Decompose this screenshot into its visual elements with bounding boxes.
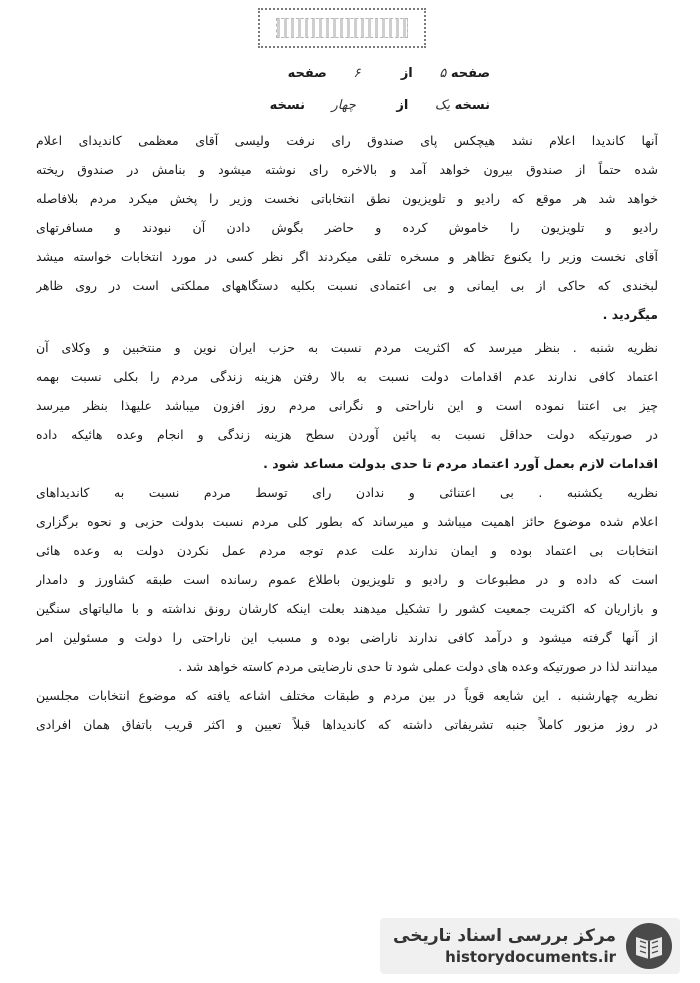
text-line: اقدامات لازم بعمل آورد اعتماد مردم تا حدی بدولت مساعد شود . <box>263 456 658 471</box>
watermark-logo <box>380 918 680 974</box>
text-line: آقای نخست وزیر را یکنوع تظاهر و مسخره تلقی میکردند اگر نظر کسی در مورد انتخابات خواسته میشد <box>36 249 658 264</box>
page-word-2: صفحه <box>287 66 327 81</box>
text-line: است که داده و در مطبوعات و رادیو و تلویزیون باطلاع عموم رسانده است طبقه کشاورز و دامدار <box>36 572 658 587</box>
text-line: میگردید . <box>602 307 658 322</box>
copy-word-2: نسخه <box>269 98 305 113</box>
watermark-text <box>393 925 616 967</box>
text-line: در روز مزبور کاملاً جنبه تشریفاتی داشته که کاندیداها قبلاً تعیین و اکثر قریب باتفاق همان افرادی <box>36 717 658 732</box>
classification-stamp <box>258 8 426 48</box>
watermark-persian: مرکز بررسی اسناد تاریخی <box>393 926 616 946</box>
paragraph-sunday <box>36 478 658 681</box>
text-line: میدانند لذا در صورتیکه وعده های دولت عملی شود تا حدی نارضایتی مردم کاسته خواهد شد . <box>178 659 658 674</box>
page-number: ۵ <box>439 66 447 81</box>
paragraph-saturday <box>36 333 658 478</box>
paragraph-intro <box>36 126 658 329</box>
text-line: رادیو و تلویزیون را خاموش کرده و حاضر بگوش دادن آن نبودند و مسافرتهای <box>36 220 658 235</box>
of-word: از <box>400 66 413 81</box>
book-emblem-icon <box>624 921 674 971</box>
page-number-line <box>288 66 490 81</box>
copy-number-line <box>270 98 490 113</box>
text-line: نظریه شنبه . بنظر میرسد که اکثریت مردم نسبت به حزب ایران نوین و منتخبین و وکلای آن <box>36 340 658 355</box>
copy-total: چهار <box>331 98 356 113</box>
text-line: خواهد شد هر موقع که رادیو و تلویزیون نطق انتخاباتی نخست وزیر را پخش میکرد مردم بلافاصله <box>36 191 658 206</box>
text-line: نظریه یکشنبه . بی اعتنائی و ندادن رای توسط مردم نسبت به کاندیداهای <box>36 485 658 500</box>
paragraph-wednesday <box>36 681 658 739</box>
report-body <box>36 126 658 739</box>
text-line: از آنها گرفته میشود و درآمد کافی ندارند ناراضی بوده و مسبب این ناراحتی را دولت و مسئولین امر <box>36 630 658 645</box>
text-line: اعلام شده موضوع حائز اهمیت میباشد و میرساند که بطور کلی مردم نسبت بدولت حزبی و نحوه برگزاری <box>36 514 658 529</box>
copy-word: نسخه <box>454 98 490 113</box>
text-line: و بازاریان که اکثریت جمعیت کشور را تشکیل میدهند بعلت اینکه کارشان رونق نداشته و با مالیاتهای سنگین <box>36 601 658 616</box>
page-word: صفحه <box>450 66 490 81</box>
text-line: آنها کاندیدا اعلام نشد هیچکس پای صندوق رای نرفت ولیسی آقای معظمی کاندیدای اعلام <box>36 133 658 148</box>
text-line: در صورتیکه دولت حداقل نسبت به پائین آوردن سطح هزینه زندگی و انجام وعده هائیکه داده <box>36 427 658 442</box>
text-line: چیز بی اعتنا نموده است و این ناراحتی و نگرانی مردم روز افزون میباشد علیهذا بنظر میرسد <box>36 398 658 413</box>
copy-number: یک <box>434 98 451 113</box>
of-word-2: از <box>396 98 409 113</box>
text-line: اعتماد کافی ندارند عدم اقدامات دولت نسبت به بالا رفتن هزینه زندگی مردم را بکلی نسبت بهمه <box>36 369 658 384</box>
text-line: نظریه چهارشنبه . این شایعه قویاً در بین مردم و طبقات مختلف اشاعه یافته که موضوع انتخابات مجلسین <box>36 688 658 703</box>
stamp-text-obscured <box>276 18 408 38</box>
text-line: شده حتماً از صندوق بیرون خواهد آمد و بالاخره رای نوشته میشود و بنامش در صندوق ریخته <box>36 162 658 177</box>
page-total: ۶ <box>353 66 361 81</box>
text-line: انتخابات بی اعتماد بوده و ایمان ندارند علت عدم توجه مردم عمل نکردن دولت به وعده هائی <box>36 543 658 558</box>
watermark-latin: historydocuments.ir <box>445 948 616 966</box>
text-line: لبخندی که حاکی از بی ایمانی و بی اعتمادی نسبت بکلیه دستگاههای مملکتی است در روی ظاهر <box>36 278 658 293</box>
